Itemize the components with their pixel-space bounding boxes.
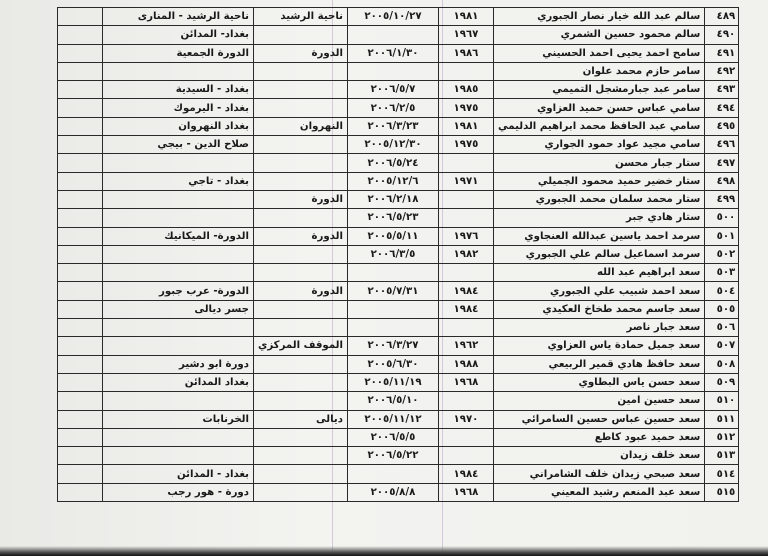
birth-year [438,428,493,446]
date-cell: ٢٠٠٥/١١/١٩ [347,373,438,391]
birth-year [438,319,493,337]
row-number: ٥٠٣ [705,264,739,282]
address-cell [103,447,254,465]
area-cell [254,99,348,117]
area-cell: الدورة [254,227,348,245]
birth-year: ١٩٨٨ [438,355,493,373]
table-row [58,227,739,245]
birth-year: ١٩٨١ [438,8,493,26]
birth-year [438,447,493,465]
date-cell [347,300,438,318]
empty-cell [58,245,103,263]
table-row [58,300,739,318]
date-cell: ٢٠٠٦/٢/١٨ [347,190,438,208]
table-row [58,264,739,282]
person-name: ستار محمد سلمان محمد الجبوري [493,190,704,208]
area-cell: الموقف المركزي [254,337,348,355]
person-name: سعد ابراهيم عبد الله [493,264,704,282]
address-cell: ناحية الرشيد - المنارى [103,8,254,26]
date-cell: ٢٠٠٦/٥/١٠ [347,392,438,410]
table-row [58,373,739,391]
empty-cell [58,190,103,208]
table-row [58,99,739,117]
area-cell [254,62,348,80]
empty-cell [58,428,103,446]
area-cell: ديالى [254,410,348,428]
row-number: ٥٠٢ [705,245,739,263]
area-cell [254,26,348,44]
birth-year: ١٩٨٤ [438,465,493,483]
address-cell [103,428,254,446]
row-number: ٤٩٨ [705,172,739,190]
row-number: ٥٠٧ [705,337,739,355]
empty-cell [58,282,103,300]
area-cell [254,373,348,391]
person-name: سعد حميد عبود كاطع [493,428,704,446]
date-cell: ٢٠٠٥/٦/٣٠ [347,355,438,373]
address-cell: بغداد- المدائن [103,26,254,44]
birth-year: ١٩٦٧ [438,26,493,44]
date-cell: ٢٠٠٥/٧/٣١ [347,282,438,300]
person-name: سالم محمود حسين الشمري [493,26,704,44]
birth-year: ١٩٧٥ [438,136,493,154]
area-cell: الدورة [254,190,348,208]
date-cell [347,319,438,337]
address-cell: بغداد - اليرموك [103,99,254,117]
row-number: ٤٩٢ [705,62,739,80]
birth-year: ١٩٨٤ [438,282,493,300]
empty-cell [58,154,103,172]
person-name: سامر حازم محمد علوان [493,62,704,80]
date-cell: ٢٠٠٦/٣/٢٧ [347,337,438,355]
area-cell [254,245,348,263]
birth-year: ١٩٨١ [438,117,493,135]
date-cell [347,62,438,80]
birth-year: ١٩٧٥ [438,99,493,117]
empty-cell [58,136,103,154]
address-cell: صلاح الدين - بيجي [103,136,254,154]
person-name: سعد حسين عباس حسين السامرائي [493,410,704,428]
address-cell: الدورة الجمعية [103,44,254,62]
person-name: سامر عبد جبارمشجل التميمي [493,81,704,99]
row-number: ٤٩٣ [705,81,739,99]
row-number: ٥٠٥ [705,300,739,318]
table-row [58,190,739,208]
birth-year: ١٩٨٦ [438,44,493,62]
table-row [58,209,739,227]
records-table [57,7,739,502]
date-cell: ٢٠٠٥/٨/٨ [347,483,438,501]
table-row [58,355,739,373]
empty-cell [58,81,103,99]
row-number: ٤٨٩ [705,8,739,26]
table-row [58,483,739,501]
person-name: سعد حسن ياس البطاوي [493,373,704,391]
date-cell: ٢٠٠٦/٥/٢٢ [347,447,438,465]
area-cell [254,81,348,99]
birth-year [438,190,493,208]
table-row [58,428,739,446]
date-cell: ٢٠٠٦/٣/٥ [347,245,438,263]
address-cell [103,209,254,227]
row-number: ٥٠١ [705,227,739,245]
row-number: ٥١٥ [705,483,739,501]
date-cell: ٢٠٠٦/١/٣٠ [347,44,438,62]
row-number: ٥٠٠ [705,209,739,227]
area-cell [254,209,348,227]
address-cell [103,319,254,337]
row-number: ٤٩٠ [705,26,739,44]
person-name: سامح احمد يحيى احمد الحسيني [493,44,704,62]
date-cell: ٢٠٠٦/٥/٢٤ [347,154,438,172]
empty-cell [58,319,103,337]
row-number: ٤٩١ [705,44,739,62]
date-cell [347,264,438,282]
row-number: ٤٩٦ [705,136,739,154]
person-name: سامي مجيد عواد حمود الجواري [493,136,704,154]
empty-cell [58,373,103,391]
row-number: ٥١١ [705,410,739,428]
person-name: سعد حافظ هادي قمير الربيعي [493,355,704,373]
empty-cell [58,410,103,428]
area-cell: الدورة [254,44,348,62]
table-row [58,154,739,172]
table-row [58,117,739,135]
area-cell [254,447,348,465]
date-cell: ٢٠٠٦/٣/٢٣ [347,117,438,135]
area-cell [254,465,348,483]
birth-year [438,209,493,227]
area-cell [254,154,348,172]
empty-cell [58,465,103,483]
table-row [58,465,739,483]
person-name: سعد خلف زيدان [493,447,704,465]
person-name: ستار هادي جبر [493,209,704,227]
date-cell [347,26,438,44]
birth-year [438,154,493,172]
empty-cell [58,300,103,318]
row-number: ٥٠٩ [705,373,739,391]
empty-cell [58,99,103,117]
table-row [58,26,739,44]
birth-year: ١٩٦٢ [438,337,493,355]
birth-year: ١٩٨٢ [438,245,493,263]
row-number: ٥٠٨ [705,355,739,373]
table-row [58,44,739,62]
empty-cell [58,117,103,135]
person-name: سعد عبد المنعم رشيد المعيني [493,483,704,501]
area-cell [254,355,348,373]
table-row [58,172,739,190]
address-cell: الخرنابات [103,410,254,428]
address-cell [103,62,254,80]
date-cell [347,465,438,483]
address-cell [103,264,254,282]
address-cell [103,154,254,172]
empty-cell [58,337,103,355]
person-name: سرمد اسماعيل سالم علي الجبوري [493,245,704,263]
date-cell: ٢٠٠٥/١٠/٢٧ [347,8,438,26]
birth-year: ١٩٦٨ [438,373,493,391]
date-cell: ٢٠٠٥/١٢/٣٠ [347,136,438,154]
person-name: ستار خضير حميد محمود الجميلي [493,172,704,190]
birth-year [438,392,493,410]
row-number: ٤٩٤ [705,99,739,117]
empty-cell [58,209,103,227]
person-name: سامي عباس حسن حميد العزاوي [493,99,704,117]
table-row [58,62,739,80]
address-cell: بغداد - السيدية [103,81,254,99]
row-number: ٤٩٥ [705,117,739,135]
empty-cell [58,264,103,282]
area-cell [254,319,348,337]
table-row [58,319,739,337]
row-number: ٥٠٤ [705,282,739,300]
area-cell [254,136,348,154]
person-name: سعد جاسم محمد طخاخ العكيدي [493,300,704,318]
date-cell: ٢٠٠٥/١٢/٦ [347,172,438,190]
birth-year: ١٩٧١ [438,172,493,190]
address-cell: بغداد - تاجي [103,172,254,190]
person-name: سامي عبد الحافظ محمد ابراهيم الدليمي [493,117,704,135]
address-cell: الدورة- الميكانيك [103,227,254,245]
birth-year: ١٩٦٨ [438,483,493,501]
table-row [58,282,739,300]
empty-cell [58,62,103,80]
table-row [58,245,739,263]
empty-cell [58,355,103,373]
date-cell: ٢٠٠٥/٥/١١ [347,227,438,245]
empty-cell [58,447,103,465]
person-name: سرمد احمد ياسين عبدالله العنجاوي [493,227,704,245]
area-cell [254,172,348,190]
date-cell: ٢٠٠٦/٥/٢٣ [347,209,438,227]
person-name: سعد جميل حمادة ياس العزاوي [493,337,704,355]
row-number: ٥١٢ [705,428,739,446]
area-cell: النهروان [254,117,348,135]
address-cell: جسر ديالى [103,300,254,318]
empty-cell [58,172,103,190]
birth-year: ١٩٨٥ [438,81,493,99]
table-row [58,447,739,465]
area-cell [254,264,348,282]
date-cell: ٢٠٠٥/١١/١٢ [347,410,438,428]
empty-cell [58,483,103,501]
row-number: ٥١٠ [705,392,739,410]
date-cell: ٢٠٠٦/٥/٥ [347,428,438,446]
address-cell: دورة - هور رجب [103,483,254,501]
person-name: سعد احمد شبيب علي الجبوري [493,282,704,300]
person-name: سعد صبحي زيدان خلف الشامراني [493,465,704,483]
birth-year [438,264,493,282]
empty-cell [58,227,103,245]
scan-edge [0,546,768,556]
address-cell [103,190,254,208]
birth-year: ١٩٧٠ [438,410,493,428]
address-cell: الدورة- عرب جبور [103,282,254,300]
table-row [58,81,739,99]
table-row [58,8,739,26]
date-cell: ٢٠٠٦/٢/٥ [347,99,438,117]
area-cell: ناحية الرشيد [254,8,348,26]
empty-cell [58,8,103,26]
date-cell: ٢٠٠٦/٥/٧ [347,81,438,99]
table-row [58,337,739,355]
area-cell [254,483,348,501]
address-cell: بغداد النهروان [103,117,254,135]
area-cell [254,428,348,446]
row-number: ٥١٤ [705,465,739,483]
empty-cell [58,26,103,44]
person-name: سعد جبار ناصر [493,319,704,337]
person-name: سالم عبد الله خيار نصار الجبوري [493,8,704,26]
area-cell: الدورة [254,282,348,300]
person-name: ستار جبار محسن [493,154,704,172]
empty-cell [58,392,103,410]
address-cell [103,392,254,410]
address-cell: دورة ابو دشير [103,355,254,373]
row-number: ٤٩٧ [705,154,739,172]
address-cell: بغداد المدائن [103,373,254,391]
person-name: سعد حسين امين [493,392,704,410]
birth-year: ١٩٨٤ [438,300,493,318]
row-number: ٤٩٩ [705,190,739,208]
row-number: ٥١٣ [705,447,739,465]
birth-year [438,62,493,80]
table-row [58,392,739,410]
table-row [58,410,739,428]
area-cell [254,392,348,410]
row-number: ٥٠٦ [705,319,739,337]
address-cell [103,245,254,263]
empty-cell [58,44,103,62]
address-cell [103,337,254,355]
area-cell [254,300,348,318]
table-row [58,136,739,154]
birth-year: ١٩٧٦ [438,227,493,245]
address-cell: بغداد - المدائن [103,465,254,483]
